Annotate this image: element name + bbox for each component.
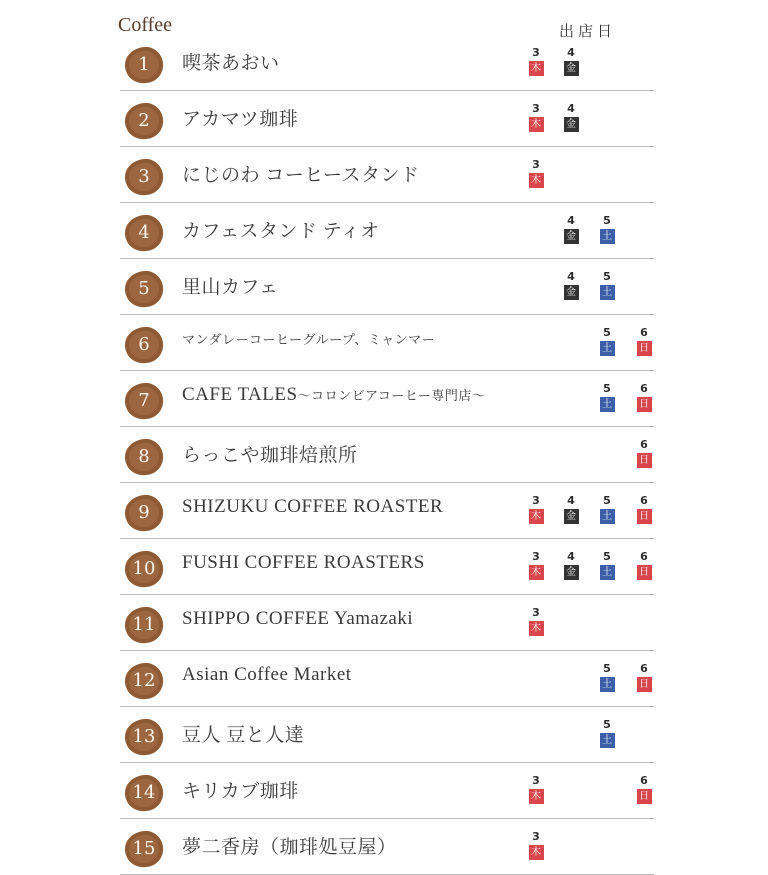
day-marker-6	[636, 775, 652, 804]
shop-name	[182, 552, 425, 574]
shop-row	[120, 650, 654, 707]
weekday-chip: 日	[637, 509, 652, 524]
shop-row	[120, 818, 654, 875]
day-number: 3	[532, 46, 540, 59]
weekday-chip: 木	[529, 173, 544, 188]
number-badge	[123, 269, 165, 309]
weekday-chip: 土	[600, 341, 615, 356]
shop-number: 11	[132, 614, 156, 635]
shop-name	[182, 160, 420, 187]
shop-name	[182, 328, 435, 350]
weekday-chip: 金	[564, 509, 579, 524]
shop-name	[182, 48, 280, 75]
day-number: 3	[532, 606, 540, 619]
days-header: 出店日	[559, 22, 617, 40]
day-marker-6	[636, 383, 652, 412]
day-marker-3	[528, 47, 544, 76]
shop-name-text: カフェスタンド ティオ	[182, 221, 380, 242]
shop-name	[182, 216, 380, 243]
number-badge	[123, 549, 165, 589]
day-number: 4	[567, 494, 575, 507]
weekday-chip: 日	[637, 341, 652, 356]
shop-number: 8	[138, 446, 150, 467]
shop-name	[182, 440, 358, 467]
shop-row	[120, 34, 654, 91]
weekday-chip: 土	[600, 229, 615, 244]
day-number: 3	[532, 102, 540, 115]
shop-name	[182, 608, 413, 630]
shop-row	[120, 538, 654, 595]
shop-name-suffix: ～コロンビアコーヒー専門店～	[297, 388, 486, 403]
shop-number: 15	[132, 838, 156, 859]
weekday-chip: 日	[637, 789, 652, 804]
number-badge	[123, 829, 165, 869]
day-marker-3	[528, 103, 544, 132]
weekday-chip: 木	[529, 61, 544, 76]
day-number: 5	[603, 718, 611, 731]
day-marker-6	[636, 495, 652, 524]
day-number: 4	[567, 214, 575, 227]
weekday-chip: 土	[600, 509, 615, 524]
shop-name-text: らっこや珈琲焙煎所	[182, 445, 358, 466]
number-badge	[123, 661, 165, 701]
number-badge	[123, 437, 165, 477]
day-marker-5	[599, 663, 615, 692]
weekday-chip: 木	[529, 621, 544, 636]
number-badge	[123, 157, 165, 197]
day-marker-6	[636, 439, 652, 468]
day-number: 6	[640, 494, 648, 507]
day-marker-4	[563, 215, 579, 244]
shop-row	[120, 314, 654, 371]
weekday-chip: 土	[600, 565, 615, 580]
day-marker-5	[599, 327, 615, 356]
weekday-chip: 木	[529, 117, 544, 132]
day-number: 6	[640, 774, 648, 787]
number-badge	[123, 213, 165, 253]
shop-name-text: 里山カフェ	[182, 277, 279, 298]
day-number: 6	[640, 550, 648, 563]
day-number: 3	[532, 550, 540, 563]
weekday-chip: 土	[600, 285, 615, 300]
number-badge	[123, 101, 165, 141]
shop-number: 2	[138, 110, 150, 131]
day-marker-3	[528, 775, 544, 804]
shop-name-text: 夢二香房（珈琲処豆屋）	[182, 837, 397, 858]
shop-name-text: にじのわ コーヒースタンド	[182, 165, 420, 186]
shop-name-text: SHIZUKU COFFEE ROASTER	[182, 496, 444, 517]
day-number: 5	[603, 326, 611, 339]
weekday-chip: 土	[600, 733, 615, 748]
day-marker-5	[599, 551, 615, 580]
day-marker-5	[599, 719, 615, 748]
shop-row	[120, 146, 654, 203]
shop-number: 1	[138, 54, 150, 75]
shop-row	[120, 202, 654, 259]
shop-row	[120, 258, 654, 315]
day-marker-3	[528, 495, 544, 524]
weekday-chip: 金	[564, 285, 579, 300]
day-number: 6	[640, 382, 648, 395]
day-marker-4	[563, 103, 579, 132]
shop-name-text: FUSHI COFFEE ROASTERS	[182, 552, 425, 573]
weekday-chip: 日	[637, 677, 652, 692]
day-marker-5	[599, 495, 615, 524]
shop-row	[120, 482, 654, 539]
shop-name-text: キリカブ珈琲	[182, 781, 299, 802]
day-number: 5	[603, 382, 611, 395]
day-marker-5	[599, 215, 615, 244]
day-number: 4	[567, 102, 575, 115]
day-marker-4	[563, 551, 579, 580]
day-marker-4	[563, 47, 579, 76]
shop-number: 9	[138, 502, 150, 523]
day-number: 3	[532, 158, 540, 171]
weekday-chip: 土	[600, 677, 615, 692]
weekday-chip: 木	[529, 789, 544, 804]
number-badge	[123, 605, 165, 645]
shop-number: 13	[132, 726, 156, 747]
shop-name-text: CAFE TALES	[182, 384, 298, 405]
weekday-chip: 金	[564, 565, 579, 580]
number-badge	[123, 381, 165, 421]
weekday-chip: 金	[564, 117, 579, 132]
number-badge	[123, 773, 165, 813]
shop-name	[182, 496, 443, 518]
shop-name-text: アカマツ珈琲	[182, 109, 299, 130]
shop-number: 10	[132, 558, 156, 579]
day-number: 5	[603, 494, 611, 507]
day-marker-3	[528, 607, 544, 636]
day-marker-6	[636, 663, 652, 692]
weekday-chip: 金	[564, 229, 579, 244]
weekday-chip: 木	[529, 565, 544, 580]
shop-number: 14	[132, 782, 156, 803]
day-number: 5	[603, 214, 611, 227]
shop-name-text: 豆人 豆と人達	[182, 725, 305, 746]
weekday-chip: 木	[529, 509, 544, 524]
day-number: 6	[640, 662, 648, 675]
weekday-chip: 木	[529, 845, 544, 860]
day-marker-6	[636, 327, 652, 356]
day-marker-4	[563, 495, 579, 524]
shop-number: 3	[138, 166, 150, 187]
day-number: 4	[567, 270, 575, 283]
weekday-chip: 日	[637, 453, 652, 468]
shop-name-text: 喫茶あおい	[182, 53, 280, 74]
weekday-chip: 金	[564, 61, 579, 76]
shop-row	[120, 90, 654, 147]
day-marker-4	[563, 271, 579, 300]
shop-name	[182, 272, 279, 299]
number-badge	[123, 717, 165, 757]
shop-name	[182, 104, 298, 131]
weekday-chip: 日	[637, 565, 652, 580]
weekday-chip: 土	[600, 397, 615, 412]
shop-name-text: Asian Coffee Market	[182, 664, 352, 685]
weekday-chip: 日	[637, 397, 652, 412]
shop-number: 7	[138, 390, 150, 411]
shop-number: 4	[138, 222, 150, 243]
day-number: 4	[567, 550, 575, 563]
day-number: 6	[640, 326, 648, 339]
number-badge	[123, 493, 165, 533]
day-number: 5	[603, 270, 611, 283]
shop-row	[120, 594, 654, 651]
shop-name	[182, 384, 485, 406]
day-number: 3	[532, 494, 540, 507]
shop-name	[182, 720, 304, 747]
day-marker-3	[528, 551, 544, 580]
day-marker-6	[636, 551, 652, 580]
shop-row	[120, 706, 654, 763]
shop-number: 12	[132, 670, 156, 691]
number-badge	[123, 45, 165, 85]
shop-name	[182, 664, 352, 686]
shop-row	[120, 370, 654, 427]
shop-row	[120, 762, 654, 819]
shop-name	[182, 832, 397, 859]
day-marker-3	[528, 159, 544, 188]
shop-name-text: マンダレーコーヒーグループ、ミャンマー	[182, 332, 436, 347]
day-marker-5	[599, 271, 615, 300]
day-number: 3	[532, 830, 540, 843]
day-number: 3	[532, 774, 540, 787]
shop-row	[120, 426, 654, 483]
number-badge	[123, 325, 165, 365]
day-number: 4	[567, 46, 575, 59]
shop-name	[182, 776, 299, 803]
day-marker-3	[528, 831, 544, 860]
day-number: 6	[640, 438, 648, 451]
shop-name-text: SHIPPO COFFEE Yamazaki	[182, 608, 414, 629]
section-title: Coffee	[118, 14, 173, 36]
day-number: 5	[603, 662, 611, 675]
shop-number: 5	[138, 278, 150, 299]
day-number: 5	[603, 550, 611, 563]
shop-number: 6	[138, 334, 150, 355]
day-marker-5	[599, 383, 615, 412]
